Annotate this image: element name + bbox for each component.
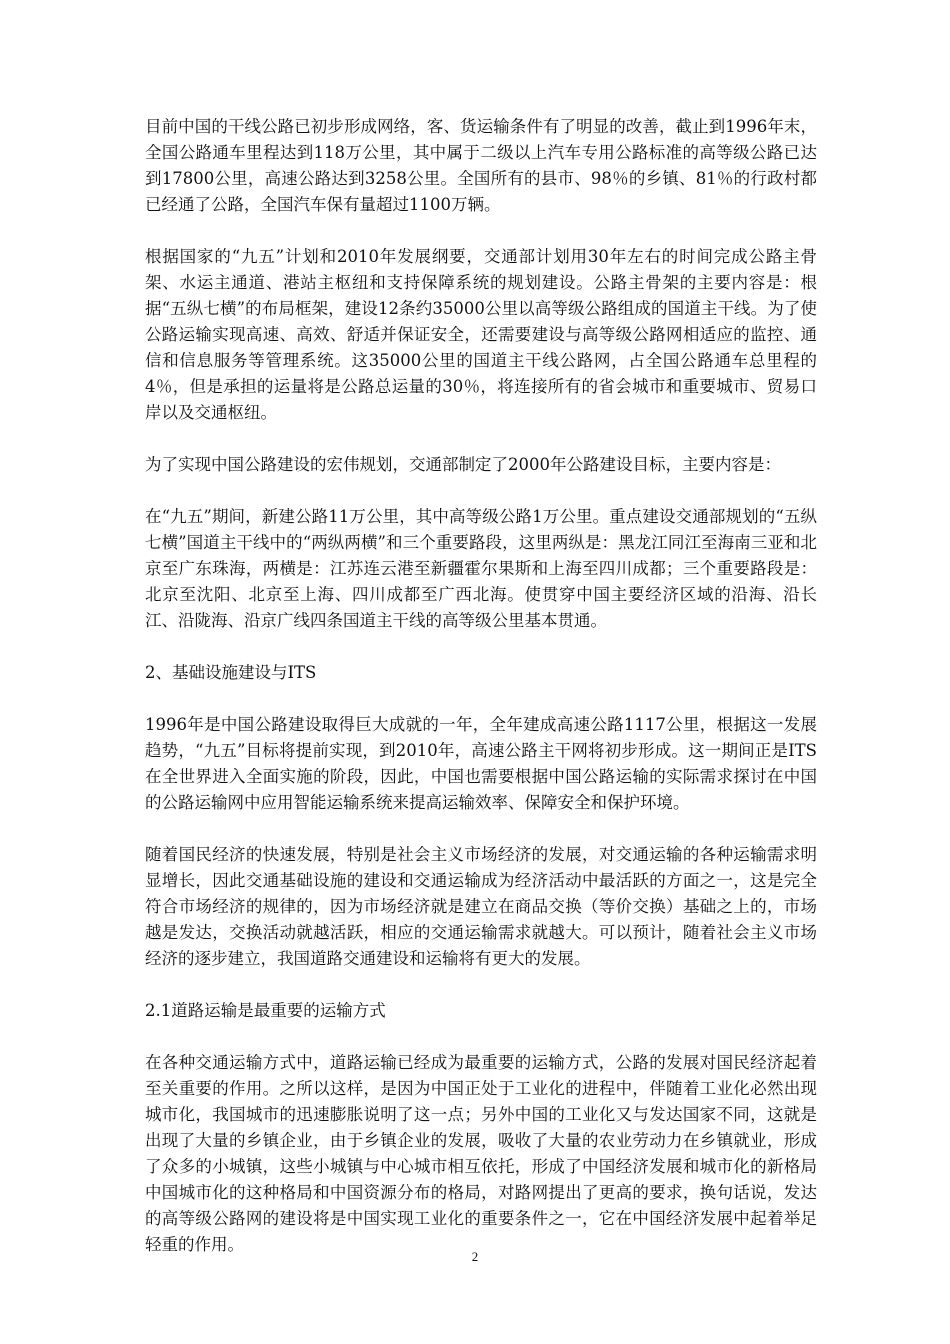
paragraph-highway-network-status: 目前中国的干线公路已初步形成网络，客、货运输条件有了明显的改善，截止到1996年末，全国公路通车里程达到118万公里，其中属于二级以上汽车专用公路标准的高等级公路已达到17800公里，高速公路达到3258公里。全国所有的县市、98％的乡镇、81％的行政村都已经通了公路，全国汽车保有量超过1100万辆。 (145, 117, 817, 214)
section-heading-road-transport: 2.1道路运输是最重要的运输方式 (145, 1001, 386, 1020)
section-heading-infrastructure-its: 2、基础设施建设与ITS (145, 663, 317, 682)
paragraph-market-economy: 随着国民经济的快速发展，特别是社会主义市场经济的发展，对交通运输的各种运输需求明显增长，因此交通基础设施的建设和交通运输成为经济活动中最活跃的方面之一，这是完全符合市场经济的规律的，因为市场经济就是建立在商品交换（等价交换）基础之上的，市场越是发达，交换活动就越活跃，相应的交通运输需求就越大。可以预计，随着社会主义市场经济的逐步建立，我国道路交通建设和运输将有更大的发展。 (145, 845, 817, 968)
page-number: 2 (471, 1249, 479, 1264)
paragraph-new-highways: 在“九五”期间，新建公路11万公里，其中高等级公路1万公里。重点建设交通部规划的“五纵七横”国道主干线中的“两纵两横”和三个重要路段，这里两纵是：黑龙江同江至海南三亚和北京至广东珠海，两横是：江苏连云港至新疆霍尔果斯和上海至四川成都；三个重要路段是：北京至沈阳、北京至上海、四川成都至广西北海。使贯穿中国主要经济区域的沿海、沿长江、沿陇海、沿京广线四条国道主干线的高等级公里基本贯通。 (145, 507, 817, 630)
paragraph-road-transport-importance: 在各种交通运输方式中，道路运输已经成为最重要的运输方式，公路的发展对国民经济起着至关重要的作用。之所以这样，是因为中国正处于工业化的进程中，伴随着工业化必然出现城市化，我国城市的迅速膨胀说明了这一点；另外中国的工业化又与发达国家不同，这就是出现了大量的乡镇企业，由于乡镇企业的发展，吸收了大量的农业劳动力在乡镇就业，形成了众多的小城镇，这些小城镇与中心城市相互依托，形成了中国经济发展和城市化的新格局中国城市化的这种格局和中国资源分布的格局，对路网提出了更高的要求，换句话说，发达的高等级公路网的建设将是中国实现工业化的重要条件之一，它在中国经济发展中起着举足轻重的作用。 (145, 1053, 817, 1254)
document-body (145, 114, 817, 1284)
paragraph-ninth-five-year-plan: 根据国家的“九五”计划和2010年发展纲要，交通部计划用30年左右的时间完成公路主骨架、水运主通道、港站主枢纽和支持保障系统的规划建设。公路主骨架的主要内容是：根据“五纵七横”的布局框架，建设12条约35000公里以高等级公路组成的国道主干线。为了使公路运输实现高速、高效、舒适并保证安全，还需要建设与高等级公路网相适应的监控、通信和信息服务等管理系统。这35000公里的国道主干线公路网，占全国公路通车总里程的4％，但是承担的运量将是公路总运量的30％，将连接所有的省会城市和重要城市、贸易口岸以及交通枢纽。 (145, 247, 817, 422)
paragraph-2000-goals-intro: 为了实现中国公路建设的宏伟规划，交通部制定了2000年公路建设目标，主要内容是： (145, 455, 781, 474)
paragraph-1996-achievements: 1996年是中国公路建设取得巨大成就的一年，全年建成高速公路1117公里，根据这一发展趋势，“九五”目标将提前实现，到2010年，高速公路主干网将初步形成。这一期间正是ITS在全世界进入全面实施的阶段，因此，中国也需要根据中国公路运输的实际需求探讨在中国的公路运输网中应用智能运输系统来提高运输效率、保障安全和保护环境。 (145, 715, 817, 812)
